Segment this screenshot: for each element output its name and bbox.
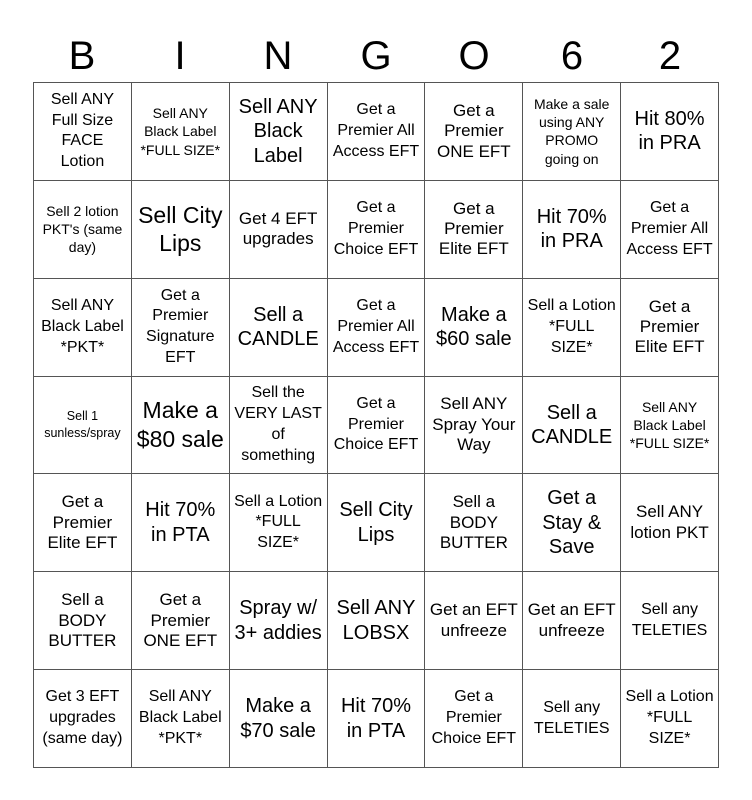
bingo-cell[interactable]: Sell City Lips [328, 474, 426, 572]
bingo-cell[interactable]: Hit 70% in PTA [132, 474, 230, 572]
bingo-cell[interactable]: Sell a BODY BUTTER [425, 474, 523, 572]
bingo-cell[interactable]: Sell ANY Black Label *FULL SIZE* [132, 83, 230, 181]
header-letter-g: G [360, 34, 392, 78]
bingo-cell[interactable]: Make a $80 sale [132, 377, 230, 475]
bingo-cell[interactable]: Get a Premier Signature EFT [132, 279, 230, 377]
bingo-cell[interactable]: Make a sale using ANY PROMO going on [523, 83, 621, 181]
bingo-cell[interactable]: Sell any TELETIES [523, 670, 621, 768]
bingo-cell[interactable]: Sell ANY Black Label [230, 83, 328, 181]
header-letter-o: O [458, 34, 490, 78]
bingo-cell[interactable]: Get a Premier All Access EFT [621, 181, 719, 279]
bingo-header [33, 30, 719, 82]
bingo-cell[interactable]: Make a $70 sale [230, 670, 328, 768]
bingo-cell[interactable]: Get an EFT unfreeze [425, 572, 523, 670]
bingo-cell[interactable]: Get a Premier Elite EFT [621, 279, 719, 377]
bingo-cell[interactable]: Sell ANY Spray Your Way [425, 377, 523, 475]
bingo-cell[interactable]: Sell a Lotion *FULL SIZE* [621, 670, 719, 768]
bingo-cell[interactable]: Get 4 EFT upgrades [230, 181, 328, 279]
header-letter-2: 2 [658, 34, 682, 78]
bingo-card-grid [33, 82, 719, 768]
bingo-cell[interactable]: Get an EFT unfreeze [523, 572, 621, 670]
bingo-cell[interactable]: Get a Premier ONE EFT [425, 83, 523, 181]
bingo-cell[interactable]: Sell ANY lotion PKT [621, 474, 719, 572]
bingo-cell[interactable]: Sell a BODY BUTTER [34, 572, 132, 670]
bingo-cell[interactable]: Sell a Lotion *FULL SIZE* [523, 279, 621, 377]
bingo-cell[interactable]: Sell City Lips [132, 181, 230, 279]
bingo-cell[interactable]: Get a Stay & Save [523, 474, 621, 572]
header-letter-n: N [263, 34, 293, 78]
bingo-cell[interactable]: Get a Premier Choice EFT [328, 181, 426, 279]
bingo-cell[interactable]: Sell a Lotion *FULL SIZE* [230, 474, 328, 572]
bingo-cell[interactable]: Get a Premier Choice EFT [328, 377, 426, 475]
bingo-cell[interactable]: Sell 2 lotion PKT's (same day) [34, 181, 132, 279]
header-letter-b: B [68, 34, 96, 78]
bingo-cell[interactable]: Get a Premier Elite EFT [34, 474, 132, 572]
bingo-cell[interactable]: Sell a CANDLE [523, 377, 621, 475]
bingo-cell[interactable]: Hit 80% in PRA [621, 83, 719, 181]
bingo-cell[interactable]: Sell a CANDLE [230, 279, 328, 377]
bingo-cell[interactable]: Sell ANY LOBSX [328, 572, 426, 670]
bingo-cell[interactable]: Get a Premier All Access EFT [328, 83, 426, 181]
bingo-cell[interactable]: Sell the VERY LAST of something [230, 377, 328, 475]
bingo-cell[interactable]: Sell ANY Black Label *PKT* [132, 670, 230, 768]
bingo-cell[interactable]: Sell any TELETIES [621, 572, 719, 670]
bingo-cell[interactable]: Sell ANY Black Label *PKT* [34, 279, 132, 377]
header-letter-6: 6 [560, 34, 584, 78]
bingo-cell[interactable]: Get 3 EFT upgrades (same day) [34, 670, 132, 768]
bingo-cell[interactable]: Get a Premier ONE EFT [132, 572, 230, 670]
bingo-cell[interactable]: Hit 70% in PRA [523, 181, 621, 279]
header-letter-i: I [174, 34, 186, 78]
bingo-cell[interactable]: Get a Premier Elite EFT [425, 181, 523, 279]
bingo-cell[interactable]: Make a $60 sale [425, 279, 523, 377]
bingo-cell[interactable]: Sell ANY Full Size FACE Lotion [34, 83, 132, 181]
bingo-cell[interactable]: Get a Premier All Access EFT [328, 279, 426, 377]
bingo-cell[interactable]: Hit 70% in PTA [328, 670, 426, 768]
bingo-cell[interactable]: Spray w/ 3+ addies [230, 572, 328, 670]
bingo-cell[interactable]: Get a Premier Choice EFT [425, 670, 523, 768]
bingo-cell[interactable]: Sell ANY Black Label *FULL SIZE* [621, 377, 719, 475]
bingo-cell[interactable]: Sell 1 sunless/spray [34, 377, 132, 475]
